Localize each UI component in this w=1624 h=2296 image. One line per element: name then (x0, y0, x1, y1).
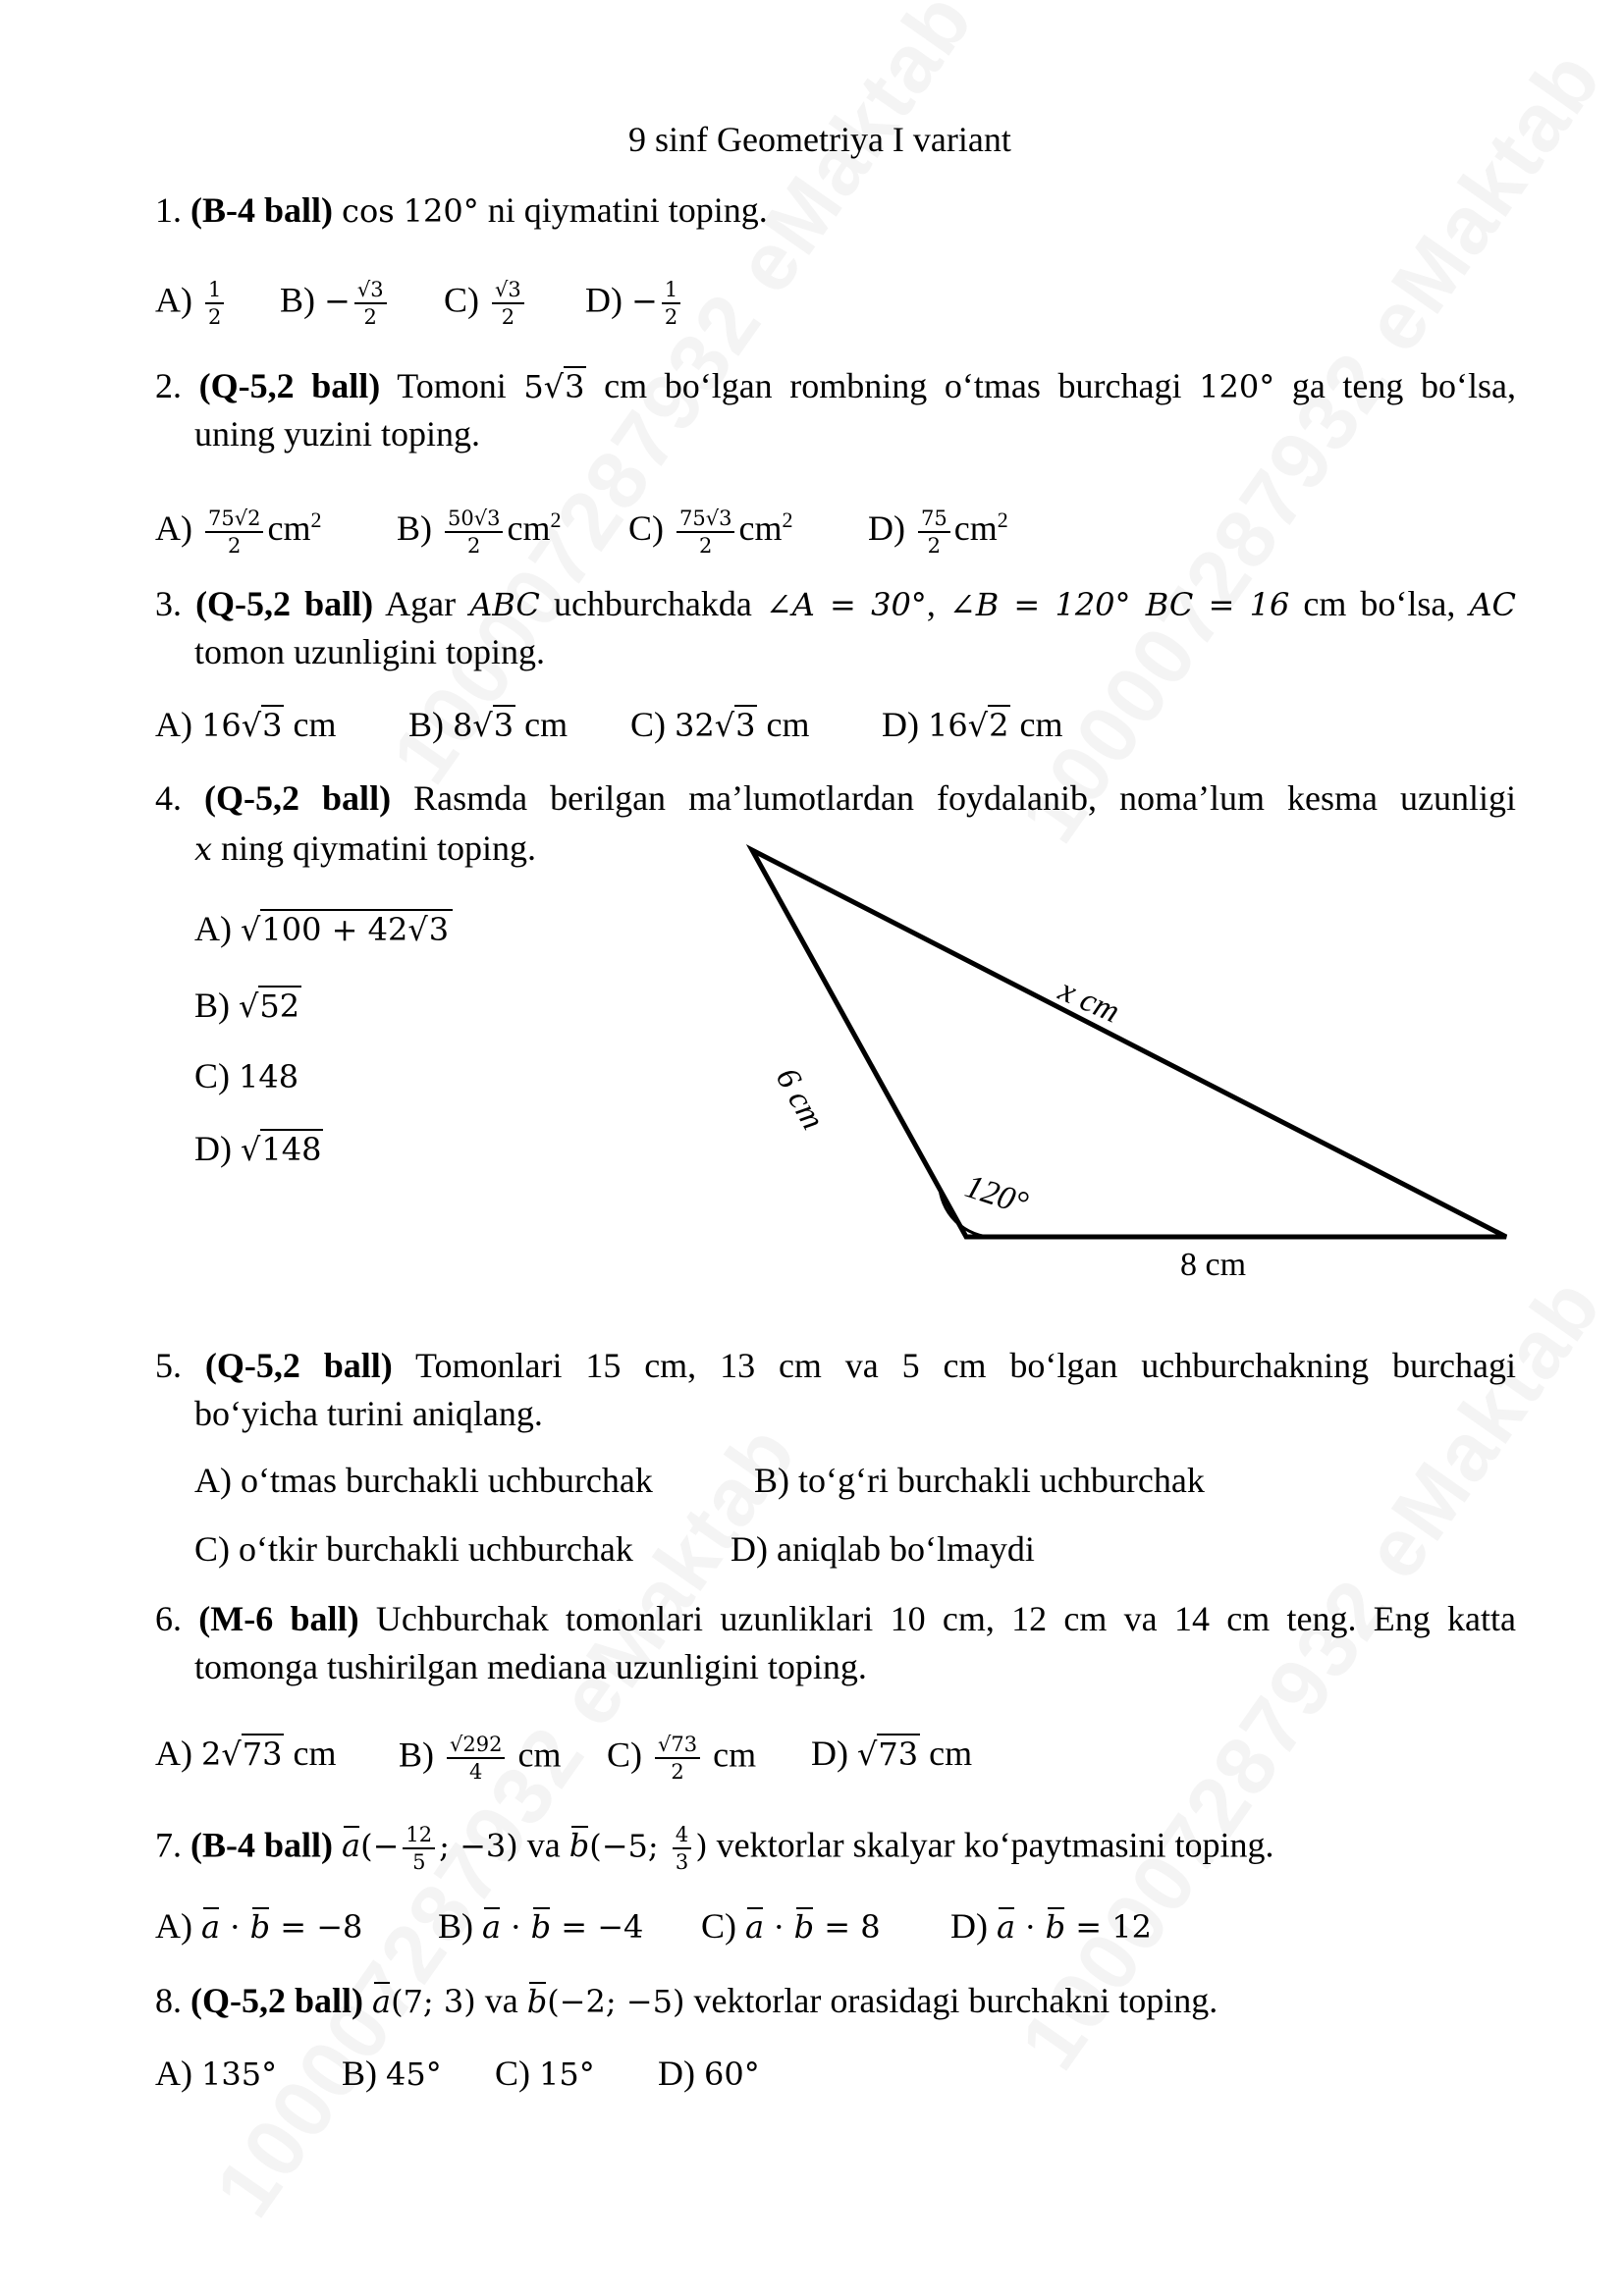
q4-option-d[interactable]: D) √148 (194, 1129, 322, 1168)
q8-option-d[interactable]: D) 60° (658, 2054, 760, 2093)
question-2: 2. (Q-5,2 ball) Tomoni 5√3 cm bo‘lgan rombning o‘tmas burchagi 120° ga teng bo‘lsa, (155, 366, 1517, 405)
angle-label: 120° (960, 1168, 1033, 1223)
q8-option-a[interactable]: A) 135° (155, 2054, 278, 2093)
triangle-shape (752, 850, 1506, 1237)
question-2-line2: uning yuzini toping. (194, 414, 480, 454)
q3-option-d[interactable]: D) 16√2 cm (882, 705, 1063, 744)
q7-option-a[interactable]: A) a · b = −8 (155, 1904, 362, 1949)
side-label-6cm: 6 cm (768, 1062, 832, 1136)
q6-option-b[interactable]: B) $\frac{√292}{4}$ cm (399, 1733, 562, 1784)
q6-option-a[interactable]: A) 2√73 cm (155, 1734, 337, 1773)
question-3: 3. (Q-5,2 ball) Agar ABC uchburchakda ∠A = 30°, ∠B = 120° BC = 16 cm bo‘lsa, AC (155, 584, 1517, 623)
q5-option-a[interactable]: A) o‘tmas burchakli uchburchak (194, 1461, 653, 1500)
q7-option-c[interactable]: C) a · b = 8 (701, 1904, 881, 1949)
question-6: 6. (M-6 ball) Uchburchak tomonlari uzunliklari 10 cm, 12 cm va 14 cm teng. Eng katta (155, 1599, 1517, 1638)
q6-option-d[interactable]: D) √73 cm (811, 1734, 973, 1773)
q3-option-c[interactable]: C) 32√3 cm (630, 705, 810, 744)
q6-option-c[interactable]: C) $\frac{√73}{2}$ cm (607, 1733, 757, 1784)
q4-option-b[interactable]: B) √52 (194, 986, 300, 1025)
q8-option-c[interactable]: C) 15° (495, 2054, 595, 2093)
question-4-line2: x ning qiymatini toping. (194, 828, 537, 868)
q2-option-b[interactable]: B) $\frac{50√3}{2}$ $cm^2$ (397, 506, 562, 558)
q4-option-a[interactable]: A) √100 + 42√3 (194, 907, 453, 951)
q1-option-d[interactable]: D) − $\frac{1}{2}$ (585, 277, 684, 330)
question-5: 5. (Q-5,2 ball) Tomonlari 15 cm, 13 cm va 5 cm bo‘lgan uchburchakning burchagi (155, 1346, 1517, 1385)
q7-option-d[interactable]: D) a · b = 12 (950, 1904, 1152, 1949)
side-label-xcm: x cm (1053, 972, 1125, 1031)
q4-option-c[interactable]: C) 148 (194, 1056, 299, 1095)
q3-option-b[interactable]: B) 8√3 cm (408, 705, 568, 744)
question-8: 8. (Q-5,2 ball) a(7; 3) va b(−2; −5) vektorlar orasidagi burchakni toping. (155, 1979, 1218, 2023)
q8-option-b[interactable]: B) 45° (342, 2054, 442, 2093)
q5-option-b[interactable]: B) to‘g‘ri burchakli uchburchak (754, 1461, 1205, 1500)
q1-option-a[interactable]: A) $\frac{1}{2}$ (155, 277, 228, 330)
q3-option-a[interactable]: A) 16√3 cm (155, 705, 337, 744)
question-4: 4. (Q-5,2 ball) Rasmda berilgan ma’lumotlardan foydalanib, noma’lum kesma uzunligi (155, 778, 1516, 818)
q1-option-b[interactable]: B) − $\frac{√3}{2}$ (280, 277, 391, 330)
q2-option-c[interactable]: C) $\frac{75√3}{2}$ $cm^2$ (628, 506, 793, 558)
question-1: 1. (B-4 ball) cos 120° ni qiymatini toping. (155, 190, 768, 230)
q5-option-d[interactable]: D) aniqlab bo‘lmaydi (731, 1529, 1035, 1569)
q7-option-b[interactable]: B) a · b = −4 (438, 1904, 643, 1949)
question-5-line2: bo‘yicha turini aniqlang. (194, 1394, 543, 1433)
q5-option-c[interactable]: C) o‘tkir burchakli uchburchak (194, 1529, 633, 1569)
q1-option-c[interactable]: C) $\frac{√3}{2}$ (444, 277, 528, 330)
q2-option-d[interactable]: D) $\frac{75}{2}$ $cm^2$ (868, 506, 1008, 558)
q2-option-a[interactable]: A) $\frac{75√2}{2}$ $cm^2$ (155, 506, 322, 558)
question-3-line2: tomon uzunligini toping. (194, 632, 545, 671)
page-title: 9 sinf Geometriya I variant (628, 120, 1011, 159)
question-7: 7. (B-4 ball) a(− $\frac{12}{5}$ ; −3) va b(−5; $\frac{4}{3}$ ) vektorlar skalyar ko‘paytmasini toping. (155, 1823, 1274, 1874)
side-label-8cm: 8 cm (1180, 1247, 1247, 1283)
question-6-line2: tomonga tushirilgan mediana uzunligini toping. (194, 1647, 867, 1686)
